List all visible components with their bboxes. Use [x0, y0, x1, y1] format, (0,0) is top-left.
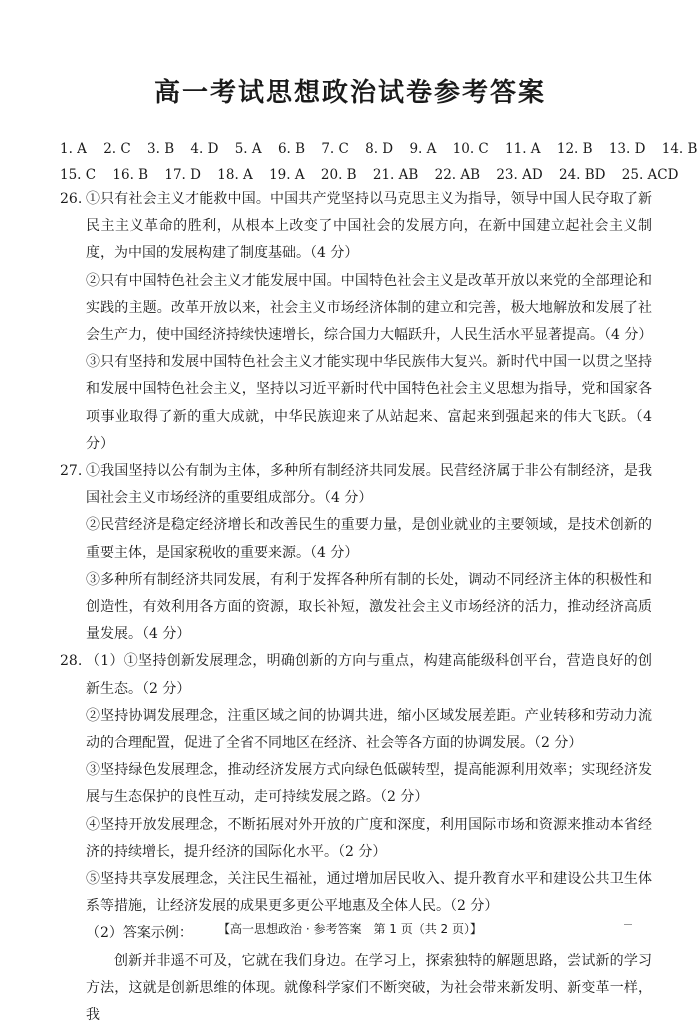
answer-point: [86, 648, 652, 702]
question-28: [60, 648, 652, 1029]
answer-point: ②只有中国特色社会主义才能发展中国。中国特色社会主义是改革开放以来党的全部理论和实践的主题。改革开放以来，社会主义市场经济体制的建立和完善，极大地解放和发展了社会生产力，使中国经济持续快速增长，综合国力大幅跃升，人民生活水平显著提高。（4 分）: [86, 272, 653, 344]
choice-answer: 8. D: [365, 141, 394, 157]
choice-answer: 6. B: [277, 141, 306, 157]
question-body: [86, 458, 652, 648]
choice-answer: 9. A: [409, 141, 437, 157]
part-label: （2）答案示例：: [86, 925, 193, 942]
choice-answer: 25. ACD: [621, 167, 679, 183]
choice-answer: 22. AB: [434, 167, 481, 183]
choice-answer: 15. C: [60, 167, 97, 183]
choice-row: [60, 162, 679, 188]
choice-answer: 19. A: [269, 167, 305, 183]
answer-point: ②民营经济是稳定经济增长和改善民生的重要力量，是创业就业的主要领域，是技术创新的重要主体，是国家税收的重要来源。（4 分）: [86, 517, 652, 561]
answer-point: ④坚持开放发展理念，不断拓展对外开放的广度和深度，利用国际市场和资源来推动本省经济的持续增长，提升经济的国际化水平。（2 分）: [86, 816, 652, 860]
choice-answer: 2. C: [103, 141, 131, 157]
choice-answer: 18. A: [217, 167, 253, 183]
question-26: [60, 186, 652, 458]
answer-point: ⑤坚持共享发展理念，关注民生福祉，通过增加居民收入、提升教育水平和建设公共卫生体系等措施，让经济发展的成果更多更公平地惠及全体人民。（2 分）: [86, 871, 652, 915]
choice-answer: 10. C: [452, 141, 489, 157]
choice-answers: [60, 136, 698, 188]
choice-answer: 17. D: [164, 167, 201, 183]
question-number: 26.: [60, 191, 83, 207]
page-footer: 【高一思想政治 · 参考答案 第 1 页（共 2 页）】: [218, 922, 482, 936]
answer-point: ③多种所有制经济共同发展，有利于发挥各种所有制的长处，调动不同经济主体的积极性和创造性，有效利用各方面的资源，取长补短，激发社会主义市场经济的活力，推动经济高质量发展。（4 分）: [86, 571, 652, 643]
choice-answer: 20. B: [320, 167, 357, 183]
choice-row: [60, 136, 698, 162]
choice-answer: 3. B: [147, 141, 175, 157]
choice-answer: 23. AD: [496, 167, 543, 183]
corner-mark: [624, 924, 632, 925]
choice-answer: 11. A: [505, 141, 541, 157]
question-27: [60, 458, 652, 648]
answer-point: ①我国坚持以公有制为主体，多种所有制经济共同发展。民营经济属于非公有制经济，是我国社会主义市场经济的重要组成部分。（4 分）: [86, 463, 652, 507]
choice-answer: 14. B: [661, 141, 698, 157]
choice-answer: 1. A: [60, 141, 87, 157]
question-body: [86, 186, 652, 458]
choice-answer: 12. B: [556, 141, 593, 157]
example-answer: 创新并非遥不可及，它就在我们身边。在学习上，探索独特的解题思路，尝试新的学习方法，这就是创新思维的体现。就像科学家们不断突破，为社会带来新发明、新变革一样，我: [86, 952, 652, 1024]
answer-point-text: ①坚持创新发展理念，明确创新的方向与重点，构建高能级科创平台，营造良好的创新生态。（2 分）: [86, 653, 652, 697]
answer-point: ③只有坚持和发展中国特色社会主义才能实现中华民族伟大复兴。新时代中国一以贯之坚持和发展中国特色社会主义，坚持以习近平新时代中国特色社会主义思想为指导，党和国家各项事业取得了新的重大成就，中华民族迎来了从站起来、富起来到强起来的伟大飞跃。（4 分）: [86, 354, 652, 452]
answer-point: ①只有社会主义才能救中国。中国共产党坚持以马克思主义为指导，领导中国人民夺取了新民主主义革命的胜利，从根本上改变了中国社会的发展方向，在新中国建立起社会主义制度，为中国的发展构建了制度基础。（4 分）: [86, 191, 652, 262]
answer-point: ②坚持协调发展理念，注重区域之间的协调共进，缩小区域发展差距。产业转移和劳动力流动的合理配置，促进了全省不同地区在经济、社会等各方面的协调发展。（2 分）: [86, 707, 652, 752]
choice-answer: 24. BD: [558, 167, 606, 183]
choice-answer: 4. D: [190, 141, 219, 157]
question-number: 27.: [60, 463, 83, 480]
choice-answer: 16. B: [112, 167, 149, 183]
choice-answer: 21. AB: [372, 167, 419, 183]
part-label: （1）: [86, 653, 124, 670]
question-number: 28.: [60, 653, 83, 670]
answer-content: [60, 186, 652, 1029]
answer-point: ③坚持绿色发展理念，推动经济发展方式向绿色低碳转型，提高能源利用效率；实现经济发展与生态保护的良性互动，走可持续发展之路。（2 分）: [86, 762, 652, 806]
choice-answer: 5. A: [234, 141, 262, 157]
page-title: 高一考试思想政治试卷参考答案: [153, 78, 546, 108]
question-body: [86, 648, 652, 1029]
choice-answer: 13. D: [608, 141, 646, 157]
choice-answer: 7. C: [321, 141, 349, 157]
